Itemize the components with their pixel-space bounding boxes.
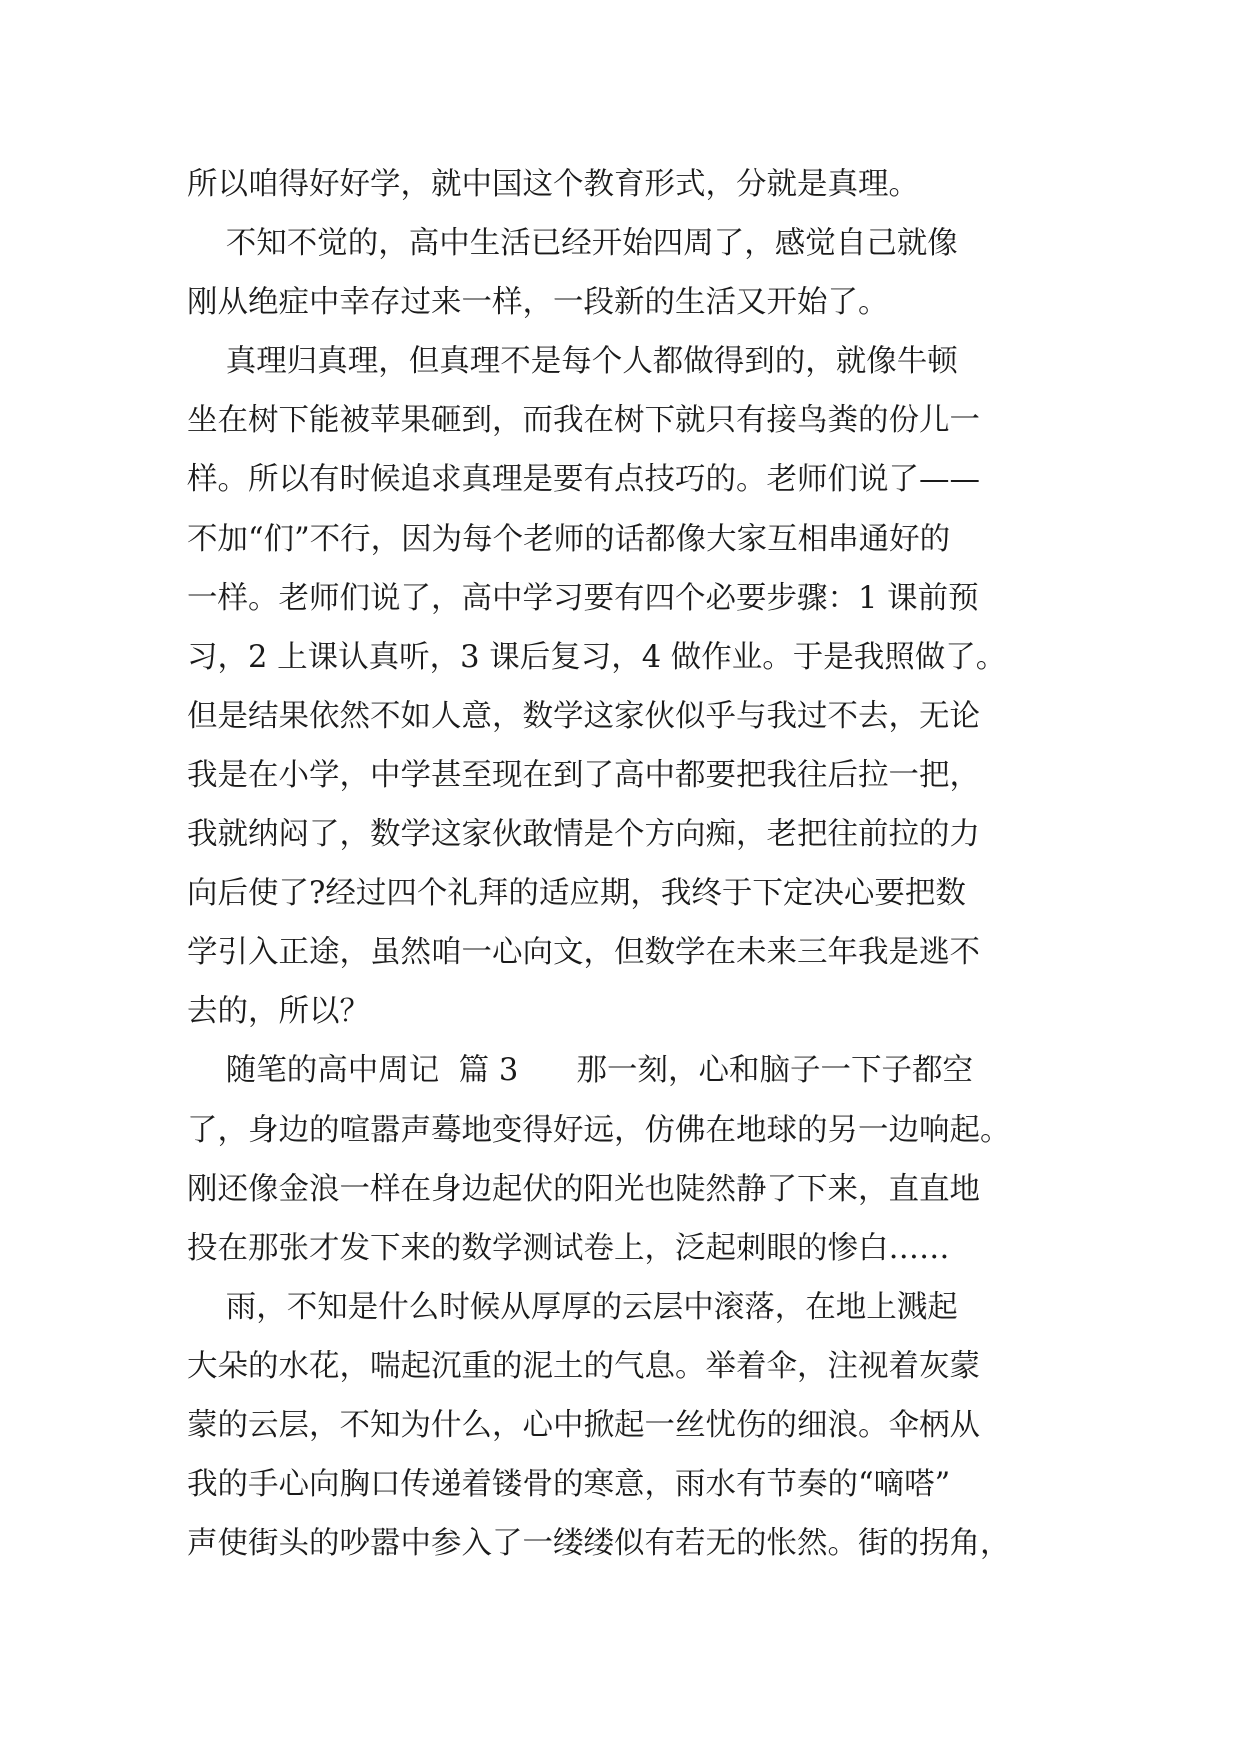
text-line: 真理归真理，但真理不是每个人都做得到的，就像牛顿: [187, 344, 958, 380]
text-line: 学引入正途，虽然咱一心向文，但数学在未来三年我是逃不: [187, 935, 980, 971]
body-text: [187, 155, 1067, 1573]
text-line: 投在那张才发下来的数学测试卷上，泛起刺眼的惨白……: [187, 1230, 950, 1266]
text-line: 雨，不知是什么时候从厚厚的云层中滚落，在地上溅起: [187, 1289, 958, 1325]
text-line: 不加“们”不行，因为每个老师的话都像大家互相串通好的: [187, 521, 951, 557]
text-line: 刚还像金浪一样在身边起伏的阳光也陡然静了下来，直直地: [187, 1171, 980, 1207]
text-line: 所以咱得好好学，就中国这个教育形式，分就是真理。: [187, 167, 919, 202]
text-line: 向后使了?经过四个礼拜的适应期，我终于下定决心要把数: [187, 876, 966, 912]
text-line: 大朵的水花，喘起沉重的泥土的气息。举着伞，注视着灰蒙: [187, 1348, 980, 1384]
text-line: 刚从绝症中幸存过来一样，一段新的生活又开始了。: [187, 285, 889, 321]
text-line: 但是结果依然不如人意，数学这家伙似乎与我过不去，无论: [187, 698, 980, 734]
text-line: 样。所以有时候追求真理是要有点技巧的。老师们说了——: [187, 462, 980, 498]
text-line: 随笔的高中周记 篇 3 那一刻，心和脑子一下子都空: [187, 1053, 973, 1089]
text-line: 不知不觉的，高中生活已经开始四周了，感觉自己就像: [187, 226, 958, 262]
text-line: 声使街头的吵嚣中参入了一缕缕似有若无的怅然。街的拐角，: [187, 1526, 1011, 1562]
text-line: 了，身边的喧嚣声蓦地变得好远，仿佛在地球的另一边响起。: [187, 1112, 1011, 1148]
text-line: 坐在树下能被苹果砸到，而我在树下就只有接鸟粪的份儿一: [187, 403, 980, 439]
text-line: 一样。老师们说了，高中学习要有四个必要步骤：1 课前预: [187, 580, 979, 616]
text-line: 习，2 上课认真听，3 课后复习，4 做作业。于是我照做了。: [187, 639, 1007, 675]
text-line: 蒙的云层，不知为什么，心中掀起一丝忧伤的细浪。伞柄从: [187, 1407, 980, 1443]
text-line: 我就纳闷了，数学这家伙敢情是个方向痴，老把往前拉的力: [187, 817, 980, 853]
text-line: 我的手心向胸口传递着镂骨的寒意，雨水有节奏的“嘀嗒”: [187, 1467, 951, 1503]
text-line: 去的，所以？: [187, 994, 370, 1030]
text-line: 我是在小学，中学甚至现在到了高中都要把我往后拉一把，: [187, 757, 980, 793]
